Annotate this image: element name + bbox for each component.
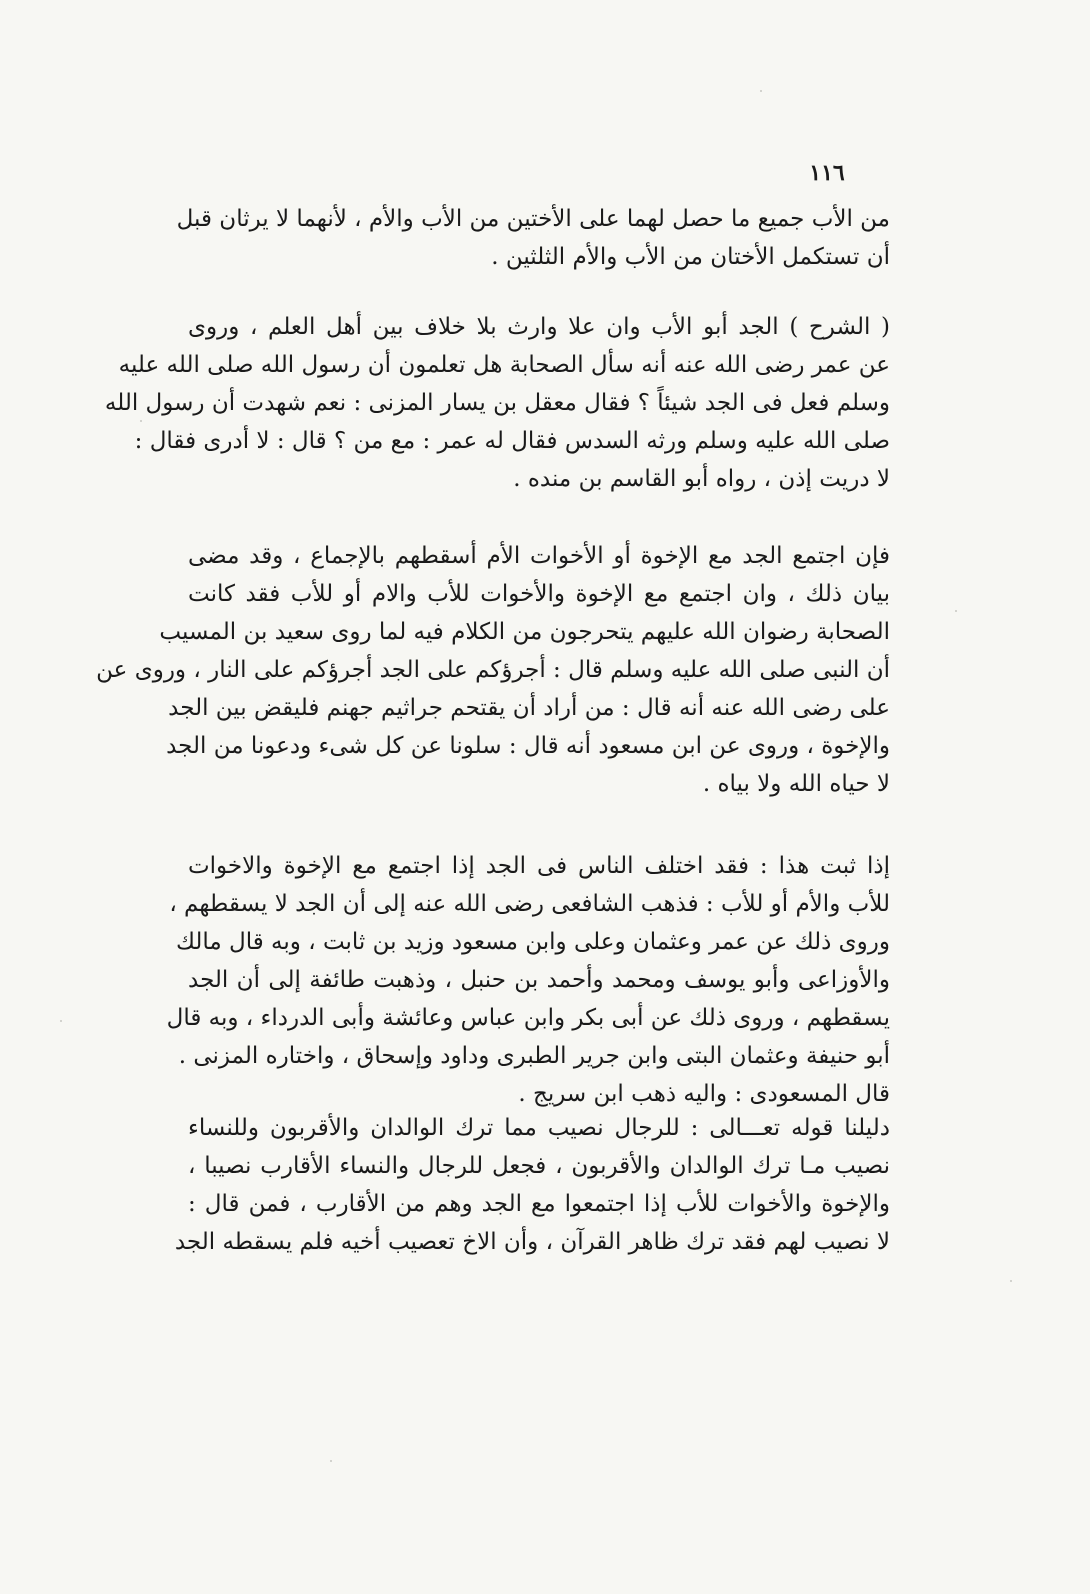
text-line: أن تستكمل الأختان من الأب والأم الثلثين .	[491, 244, 890, 270]
text-line: وروى ذلك عن عمر وعثمان وعلى وابن مسعود وزيد بن ثابت ، وبه قال مالك	[176, 929, 890, 955]
scan-speck	[60, 1020, 62, 1022]
page-number: ١١٦	[809, 160, 845, 186]
text-line: وسلم فعل فى الجد شيئاً ؟ فقال معقل بن يسار المزنى : نعم شهدت أن رسول الله	[104, 390, 890, 416]
text-line: لا نصيب لهم فقد ترك ظاهر القرآن ، وأن الاخ تعصيب أخيه فلم يسقطه الجد	[174, 1229, 890, 1255]
text-line: من الأب جميع ما حصل لهما على الأختين من الأب والأم ، لأنهما لا يرثان قبل	[176, 206, 890, 232]
text-line: والأوزاعى وأبو يوسف ومحمد وأحمد بن حنبل ، وذهبت طائفة إلى أن الجد	[188, 967, 890, 993]
text-line: أبو حنيفة وعثمان البتى وابن جرير الطبرى وداود وإسحاق ، واختاره المزنى .	[178, 1043, 890, 1069]
text-line: قال المسعودى : واليه ذهب ابن سريج .	[518, 1081, 890, 1107]
text-line: والإخوة ، وروى عن ابن مسعود أنه قال : سلونا عن كل شىء ودعونا من الجد	[166, 733, 890, 759]
text-line: نصيب مـا ترك الوالدان والأقربون ، فجعل للرجال والنساء الأقارب نصيبا ،	[188, 1153, 890, 1179]
text-line: إذا ثبت هذا : فقد اختلف الناس فى الجد إذا اجتمع مع الإخوة والاخوات	[188, 853, 890, 879]
text-line: لا حياه الله ولا بياه .	[702, 771, 890, 797]
paragraph-4	[166, 847, 890, 1113]
scan-speck	[140, 420, 142, 422]
scan-speck	[955, 610, 957, 612]
text-line: والإخوة والأخوات للأب إذا اجتمعوا مع الجد وهم من الأقارب ، فمن قال :	[188, 1191, 890, 1217]
text-line: بيان ذلك ، وان اجتمع مع الإخوة والأخوات للأب والام أو للأب فقد كانت	[188, 581, 890, 607]
paragraph-2	[104, 308, 890, 498]
scan-speck	[330, 1460, 332, 1462]
text-line: الصحابة رضوان الله عليهم يتحرجون من الكلام فيه لما روى سعيد بن المسيب	[159, 619, 890, 645]
text-line: صلى الله عليه وسلم ورثه السدس فقال له عمر : مع من ؟ قال : لا أدرى فقال :	[134, 428, 890, 454]
text-line: لا دريت إذن ، رواه أبو القاسم بن منده .	[513, 466, 890, 492]
paragraph-5	[174, 1109, 890, 1261]
paragraph-3	[96, 537, 890, 803]
text-line: فإن اجتمع الجد مع الإخوة أو الأخوات الأم أسقطهم بالإجماع ، وقد مضى	[188, 543, 890, 569]
scan-speck	[760, 90, 762, 92]
text-line: عن عمر رضى الله عنه أنه سأل الصحابة هل تعلمون أن رسول الله صلى الله عليه	[118, 352, 890, 378]
text-line: ( الشرح ) الجد أبو الأب وان علا وارث بلا خلاف بين أهل العلم ، وروى	[188, 314, 890, 340]
text-line: للأب والأم أو للأب : فذهب الشافعى رضى الله عنه إلى أن الجد لا يسقطهم ،	[169, 891, 890, 917]
scan-speck	[1010, 1280, 1012, 1282]
text-line: يسقطهم ، وروى ذلك عن أبى بكر وابن عباس وعائشة وأبى الدرداء ، وبه قال	[166, 1005, 890, 1031]
text-line: على رضى الله عنه أنه قال : من أراد أن يقتحم جراثيم جهنم فليقض بين الجد	[168, 695, 890, 721]
text-line: دليلنا قوله تعـــالى : للرجال نصيب مما ترك الوالدان والأقربون وللنساء	[188, 1115, 890, 1141]
paragraph-1	[176, 200, 890, 276]
text-line: أن النبى صلى الله عليه وسلم قال : أجرؤكم على الجد أجرؤكم على النار ، وروى عن	[96, 657, 890, 683]
